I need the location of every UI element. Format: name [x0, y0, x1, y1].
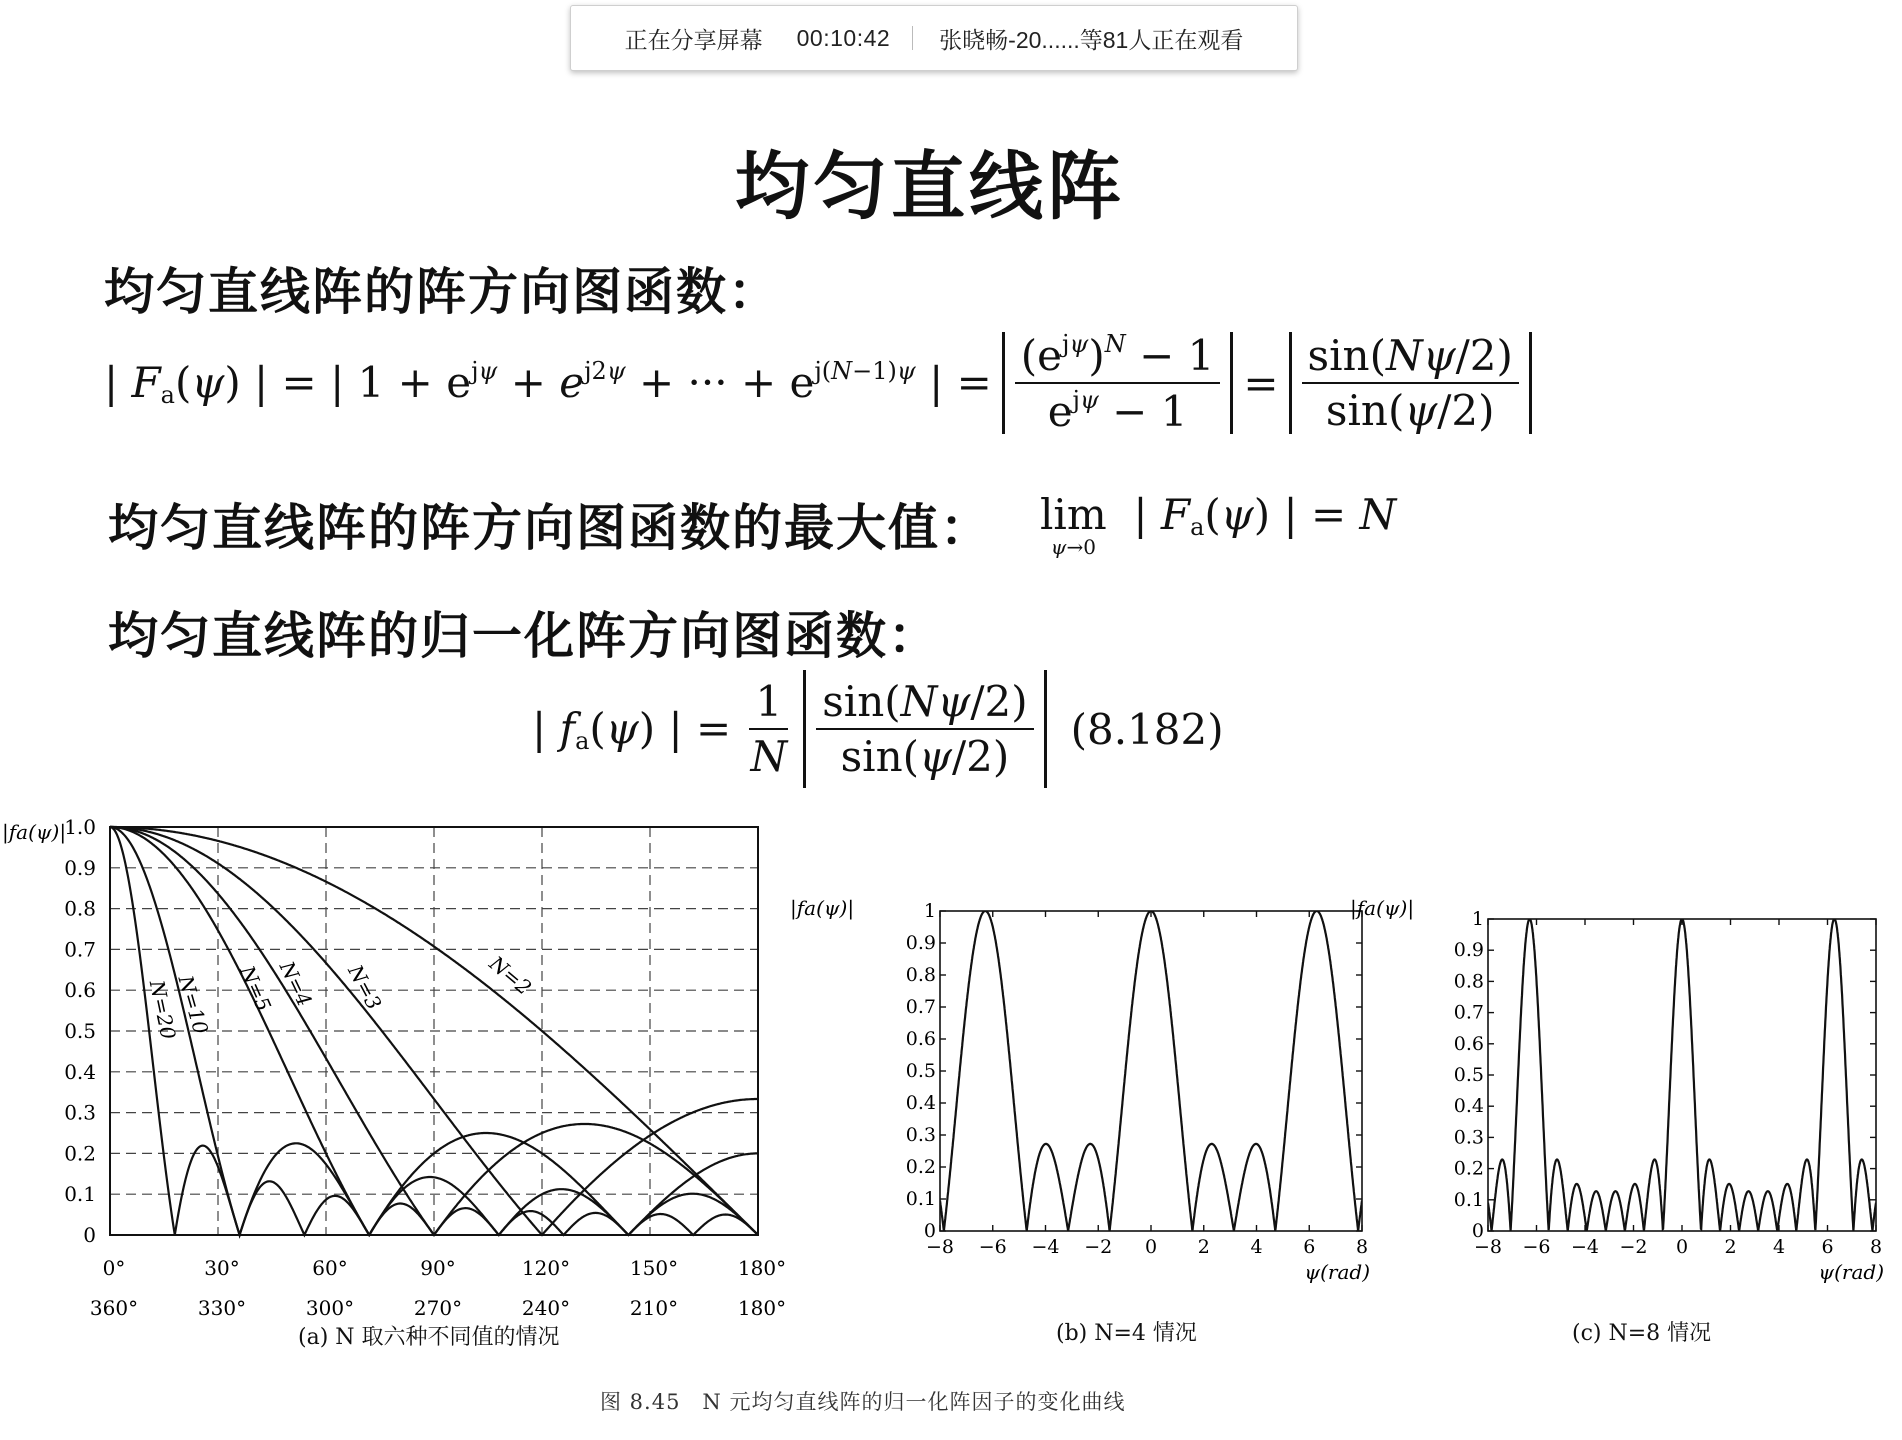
x-tick-label-alt: 300°: [305, 1296, 355, 1320]
x-tick-label: −4: [1031, 1236, 1060, 1258]
x-tick-label-alt: 180°: [737, 1296, 787, 1320]
x-tick-label: 0°: [102, 1256, 126, 1280]
figure-caption: 图 8.45 N 元均匀直线阵的归一化阵因子的变化曲线: [600, 1390, 1126, 1414]
y-tick-label: 1.0: [64, 815, 96, 839]
x-tick-label: 0: [1675, 1236, 1689, 1258]
series-label: N=20: [144, 978, 181, 1042]
separator: [912, 26, 913, 50]
x-tick-label: −8: [925, 1236, 955, 1258]
y-tick-label: 0.2: [1453, 1157, 1484, 1180]
y-tick-label: 0.7: [905, 996, 936, 1018]
x-axis-label: ψ(rad): [1304, 1260, 1370, 1284]
x-tick-label: 6: [1303, 1236, 1316, 1258]
chart-a: [0, 805, 800, 1335]
x-tick-label: −6: [1522, 1236, 1551, 1258]
x-axis-label: ψ(rad): [1818, 1260, 1884, 1284]
y-axis-label: |fa(ψ)|: [2, 820, 67, 844]
y-tick-label: 0.1: [1453, 1188, 1484, 1211]
y-tick-label: 0.9: [64, 855, 96, 880]
y-tick-label: 0.4: [64, 1059, 96, 1084]
y-axis-label: |fa(ψ)|: [1350, 896, 1415, 920]
x-tick-label: 4: [1772, 1236, 1786, 1258]
x-tick-label: 8: [1869, 1236, 1883, 1258]
series-line-N8: [1488, 919, 1876, 1231]
heading-normalized: 均匀直线阵的归一化阵方向图函数：: [108, 607, 940, 665]
x-tick-label: 60°: [312, 1256, 348, 1280]
share-status-text: 正在分享屏幕: [624, 26, 763, 53]
x-tick-label: −2: [1619, 1236, 1648, 1258]
x-tick-label: 6: [1821, 1236, 1834, 1258]
x-tick-label-alt: 210°: [629, 1296, 679, 1320]
y-tick-label: 1: [1471, 908, 1484, 930]
x-tick-label: 0: [1144, 1236, 1158, 1258]
x-tick-label: −2: [1084, 1236, 1113, 1258]
y-tick-label: 0.5: [905, 1060, 936, 1082]
series-label: N=10: [173, 972, 214, 1037]
y-tick-label: 0.7: [1453, 1001, 1484, 1024]
y-tick-label: 0.4: [1453, 1095, 1484, 1118]
equation-max-value: lim ψ→0 | $F_a(\psi)$ | = N: [1040, 490, 1397, 559]
y-tick-label: 0: [83, 1223, 96, 1247]
y-tick-label: 0.1: [905, 1188, 936, 1210]
equation-number: (8.182): [1070, 704, 1224, 754]
chart-b: [790, 885, 1370, 1315]
caption-c: (c) N=8 情况: [1572, 1321, 1712, 1346]
x-tick-label-alt: 360°: [89, 1296, 139, 1320]
x-tick-label: 4: [1250, 1236, 1263, 1258]
heading-array-factor: 均匀直线阵的阵方向图函数：: [104, 263, 780, 321]
series-label: N=2: [484, 951, 537, 1000]
slide-title: 均匀直线阵: [735, 144, 1125, 230]
x-tick-label: −8: [1473, 1236, 1503, 1258]
x-tick-label: −4: [1570, 1236, 1600, 1258]
y-tick-label: 0: [923, 1220, 936, 1242]
y-tick-label: 0.2: [905, 1156, 936, 1178]
x-tick-label: −6: [978, 1236, 1007, 1258]
x-tick-label: 2: [1197, 1236, 1210, 1258]
y-tick-label: 0.6: [64, 978, 96, 1003]
series-label: N=3: [343, 960, 387, 1014]
x-tick-label-alt: 270°: [413, 1296, 463, 1320]
y-tick-label: 0.1: [64, 1182, 96, 1207]
y-tick-label: 0.9: [1453, 939, 1484, 962]
x-tick-label: 30°: [204, 1256, 240, 1280]
y-tick-label: 0.7: [64, 937, 96, 962]
chart-c: [1350, 885, 1902, 1315]
screen-share-banner[interactable]: [570, 5, 1298, 71]
y-tick-label: 0.6: [905, 1028, 936, 1050]
x-tick-label: 150°: [629, 1256, 679, 1280]
series-label: N=4: [274, 957, 317, 1011]
series-line-N4: [940, 911, 1362, 1231]
viewer-count-link[interactable]: 张晓畅-20......等81人正在观看: [939, 26, 1244, 53]
y-tick-label: 0.8: [905, 964, 936, 986]
x-tick-label-alt: 240°: [521, 1296, 571, 1320]
equation-normalized: | $f_a(\psi)$ | = $\frac{1}{N}$ $\frac{\sin(N\psi/2)}{\sin(\psi/2)}$ (8.182): [532, 670, 1224, 788]
y-tick-label: 1: [923, 900, 936, 922]
y-tick-label: 0.8: [1453, 970, 1484, 993]
x-tick-label: 120°: [521, 1256, 571, 1280]
x-tick-label-alt: 330°: [197, 1296, 247, 1320]
y-tick-label: 0.6: [1453, 1032, 1484, 1055]
y-tick-label: 0.5: [1453, 1064, 1484, 1086]
x-tick-label: 8: [1355, 1236, 1369, 1258]
share-timer: 00:10:42: [796, 24, 891, 51]
y-tick-label: 0: [1471, 1220, 1484, 1242]
y-tick-label: 0.3: [905, 1124, 936, 1146]
x-tick-label: 180°: [737, 1256, 787, 1280]
plot-frame: [940, 911, 1362, 1231]
y-tick-label: 0.9: [905, 932, 936, 954]
x-tick-label: 90°: [420, 1256, 456, 1280]
heading-max-value: 均匀直线阵的阵方向图函数的最大值：: [108, 499, 992, 557]
y-tick-label: 0.4: [905, 1092, 936, 1114]
y-tick-label: 0.3: [64, 1100, 96, 1125]
x-tick-label: 2: [1724, 1236, 1737, 1258]
y-tick-label: 0.2: [64, 1141, 96, 1166]
caption-a: (a) N 取六种不同值的情况: [298, 1325, 560, 1350]
caption-b: (b) N=4 情况: [1056, 1321, 1197, 1346]
equation-array-factor: | $F_a(\psi)$ | = | $1 + e^{j\psi} + e^{j2\psi}$ + ··· + $e^{j(N-1)\psi}$ | = $\frac{(e^{j\psi})^N - 1}{e^{j\psi} - 1}$ = $\frac{\sin(N\psi/2)}{\sin(\psi/2)}$: [104, 330, 1542, 436]
y-tick-label: 0.5: [64, 1019, 96, 1043]
series-label: N=5: [235, 962, 277, 1015]
y-tick-label: 0.8: [64, 896, 96, 921]
y-axis-label: |fa(ψ)|: [790, 896, 855, 920]
y-tick-label: 0.3: [1453, 1126, 1484, 1149]
